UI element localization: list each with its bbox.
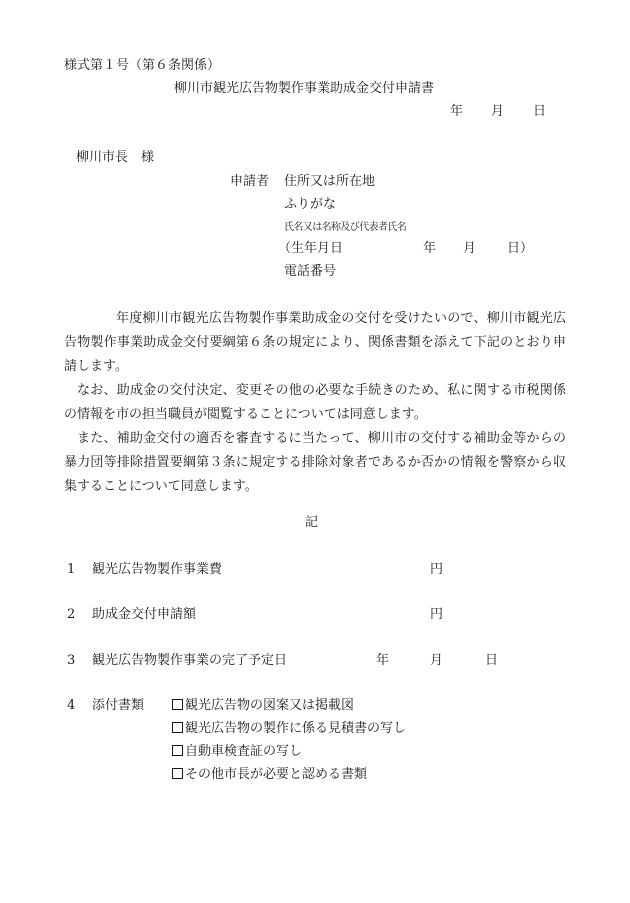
- body-text: [64, 307, 566, 499]
- applicant-name-label: 氏名又は名称及び代表者氏名: [284, 222, 407, 233]
- attachment-item: その他市長が必要と認める書類: [172, 767, 367, 783]
- checkbox[interactable]: [172, 722, 183, 733]
- checkbox[interactable]: [172, 699, 183, 710]
- addressee: 柳川市長 様: [76, 150, 155, 165]
- item-4-label: 添付書類: [92, 698, 145, 713]
- body-paragraph-1: 年度柳川市観光広告物製作事業助成金の交付を受けたいので、柳川市観光広告物製作事業助成金交付要綱第６条の規定により、関係書類を添えて下記のとおり申請します。: [64, 311, 566, 374]
- item-2-number: 2: [67, 607, 76, 622]
- item-2-label: 助成金交付申請額: [92, 607, 197, 622]
- phone-label: 電話番号: [284, 264, 337, 279]
- date-day: 日: [533, 104, 547, 119]
- item-3-label: 観光広告物製作事業の完了予定日: [92, 653, 288, 668]
- applicant-address-label: 住所又は所在地: [284, 174, 376, 189]
- item-1-unit: 円: [430, 562, 444, 577]
- document-title: 柳川市観光広告物製作事業助成金交付申請書: [174, 81, 435, 96]
- item-4-number: 4: [67, 698, 76, 713]
- item-3-day: 日: [485, 653, 499, 668]
- checkbox[interactable]: [172, 768, 183, 779]
- attachment-item: 観光広告物の製作に係る見積書の写し: [172, 721, 406, 737]
- body-paragraph-3: また、補助金交付の適否を審査するに当たって、柳川市の交付する補助金等からの暴力団等排除措置要綱第３条に規定する排除対象者であるか否かの情報を警察から収集することについて同意します。: [64, 431, 566, 494]
- birth-date-label: （生年月日: [278, 241, 344, 256]
- applicant-label: 申請者: [230, 174, 270, 189]
- attachment-item: 観光広告物の図案又は掲載図: [172, 698, 354, 714]
- attachment-item: 自動車検査証の写し: [172, 744, 302, 760]
- checkbox[interactable]: [172, 745, 183, 756]
- item-3-year: 年: [376, 653, 390, 668]
- birth-year: 年: [423, 241, 437, 256]
- item-3-month: 月: [430, 653, 444, 668]
- form-number: 様式第１号（第６条関係）: [64, 58, 221, 73]
- birth-day: 日）: [507, 241, 534, 256]
- date-month: 月: [491, 104, 505, 119]
- item-1-number: 1: [67, 562, 76, 577]
- applicant-furigana-label: ふりがな: [284, 197, 337, 212]
- date-year: 年: [450, 104, 464, 119]
- item-1-label: 観光広告物製作事業費: [92, 562, 223, 577]
- body-paragraph-2: なお、助成金の交付決定、変更その他の必要な手続きのため、私に関する市税関係の情報を市の担当職員が閲覧することについては同意します。: [64, 383, 566, 422]
- item-2-unit: 円: [430, 607, 444, 622]
- birth-month: 月: [463, 241, 477, 256]
- item-3-number: 3: [67, 653, 76, 668]
- ki-heading: 記: [305, 515, 319, 530]
